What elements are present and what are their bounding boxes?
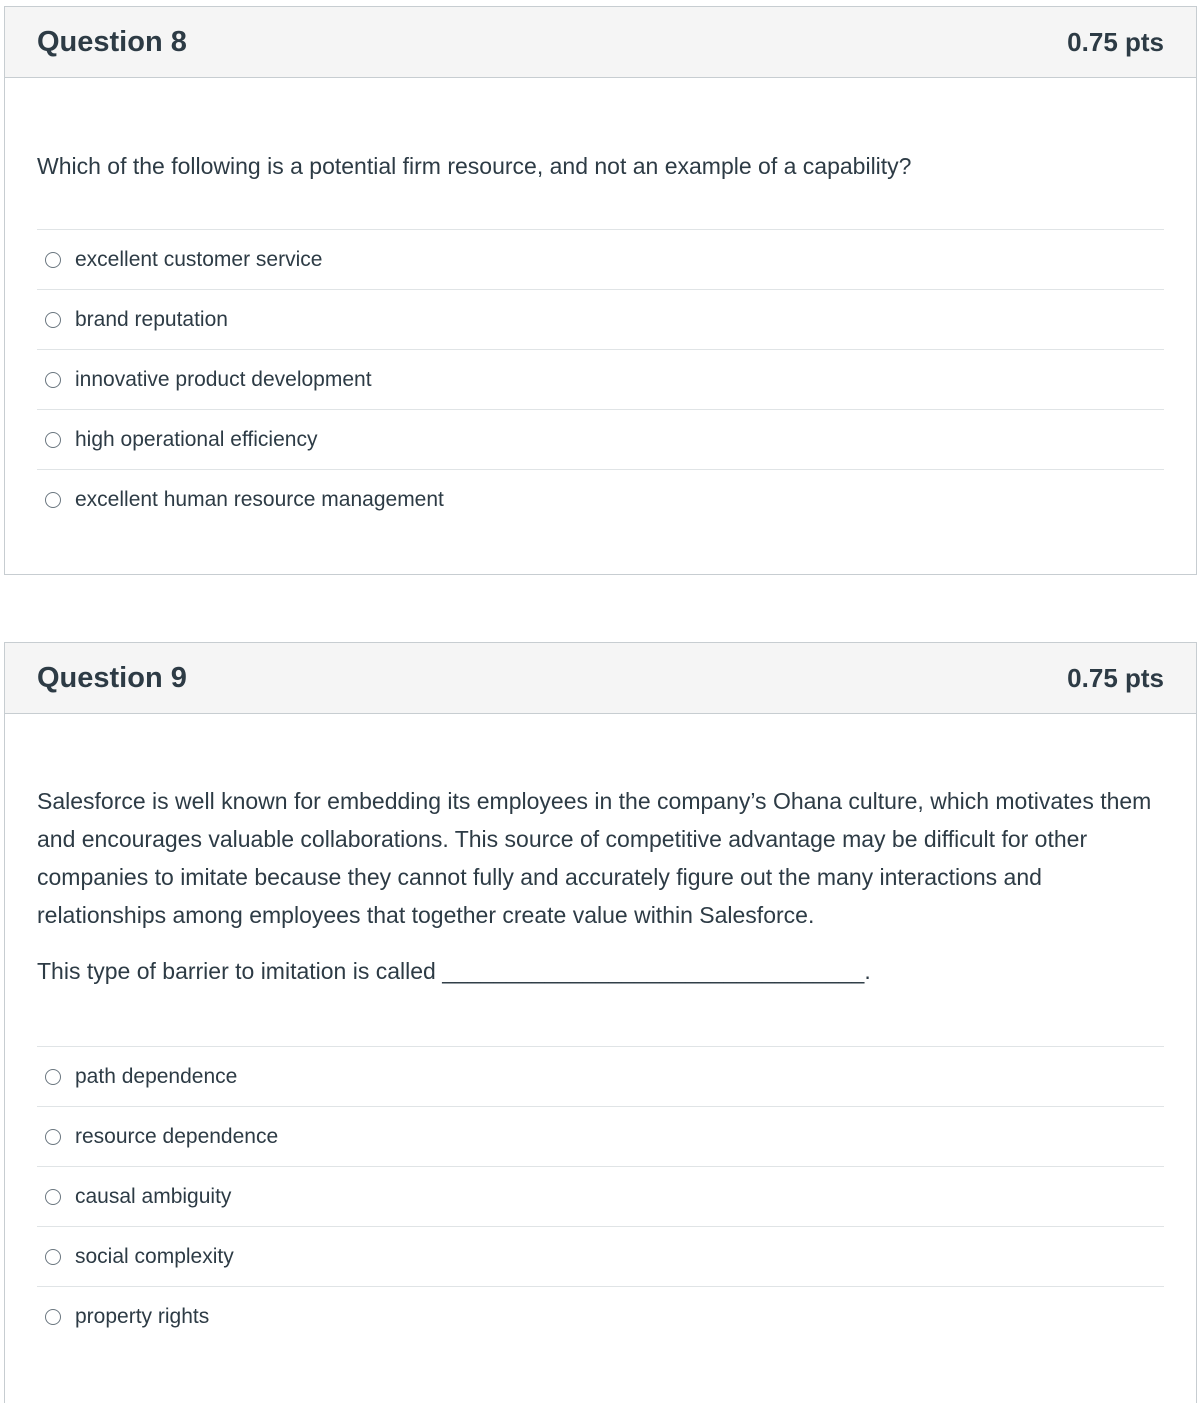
question-points: 0.75 pts: [1067, 26, 1164, 57]
radio-button[interactable]: [45, 492, 61, 508]
answer-option[interactable]: [37, 1287, 1164, 1347]
answer-option[interactable]: [37, 410, 1164, 470]
question-title: Question 9: [37, 661, 187, 694]
answer-label: excellent customer service: [75, 247, 323, 271]
question-8-card: [4, 6, 1197, 575]
radio-button[interactable]: [45, 1069, 61, 1085]
answer-label: property rights: [75, 1305, 210, 1328]
question-body: [5, 147, 1196, 530]
answer-label: excellent human resource management: [75, 488, 444, 511]
answer-list: [37, 1046, 1164, 1347]
question-header: [5, 7, 1196, 78]
answer-option[interactable]: [37, 1167, 1164, 1227]
radio-button[interactable]: [45, 372, 61, 388]
answer-option[interactable]: [37, 230, 1164, 290]
radio-button[interactable]: [45, 252, 61, 268]
answer-label: path dependence: [75, 1064, 238, 1088]
question-header: [5, 643, 1196, 714]
question-9-card: [4, 642, 1197, 1403]
question-text: Salesforce is well known for embedding its employees in the company’s Ohana culture, which motivates them and encourages valuable collaborations. This source of competitive advantage may be difficult for other companies to imitate because they cannot fully and accurately figure out the many interactions and relationships among employees that together create value within Salesforce.: [37, 788, 1152, 928]
answer-option[interactable]: [37, 470, 1164, 530]
radio-button[interactable]: [45, 1309, 61, 1325]
answer-option[interactable]: [37, 1107, 1164, 1167]
answer-label: innovative product development: [75, 367, 372, 391]
answer-option[interactable]: [37, 1047, 1164, 1107]
question-points: 0.75 pts: [1067, 662, 1164, 693]
radio-button[interactable]: [45, 432, 61, 448]
answer-option[interactable]: [37, 1227, 1164, 1287]
answer-label: resource dependence: [75, 1124, 279, 1148]
answer-label: high operational efficiency: [75, 427, 318, 451]
question-body: [5, 782, 1196, 1347]
radio-button[interactable]: [45, 1129, 61, 1145]
answer-list: [37, 229, 1164, 530]
radio-button[interactable]: [45, 312, 61, 328]
answer-label: brand reputation: [75, 307, 228, 331]
answer-option[interactable]: [37, 350, 1164, 410]
radio-button[interactable]: [45, 1189, 61, 1205]
question-text: Which of the following is a potential firm resource, and not an example of a capability?: [37, 153, 912, 179]
question-title: Question 8: [37, 25, 187, 58]
answer-option[interactable]: [37, 290, 1164, 350]
answer-label: social complexity: [75, 1244, 234, 1268]
question-prompt: This type of barrier to imitation is called _________________________________.: [37, 958, 871, 984]
answer-label: causal ambiguity: [75, 1184, 232, 1208]
radio-button[interactable]: [45, 1249, 61, 1265]
